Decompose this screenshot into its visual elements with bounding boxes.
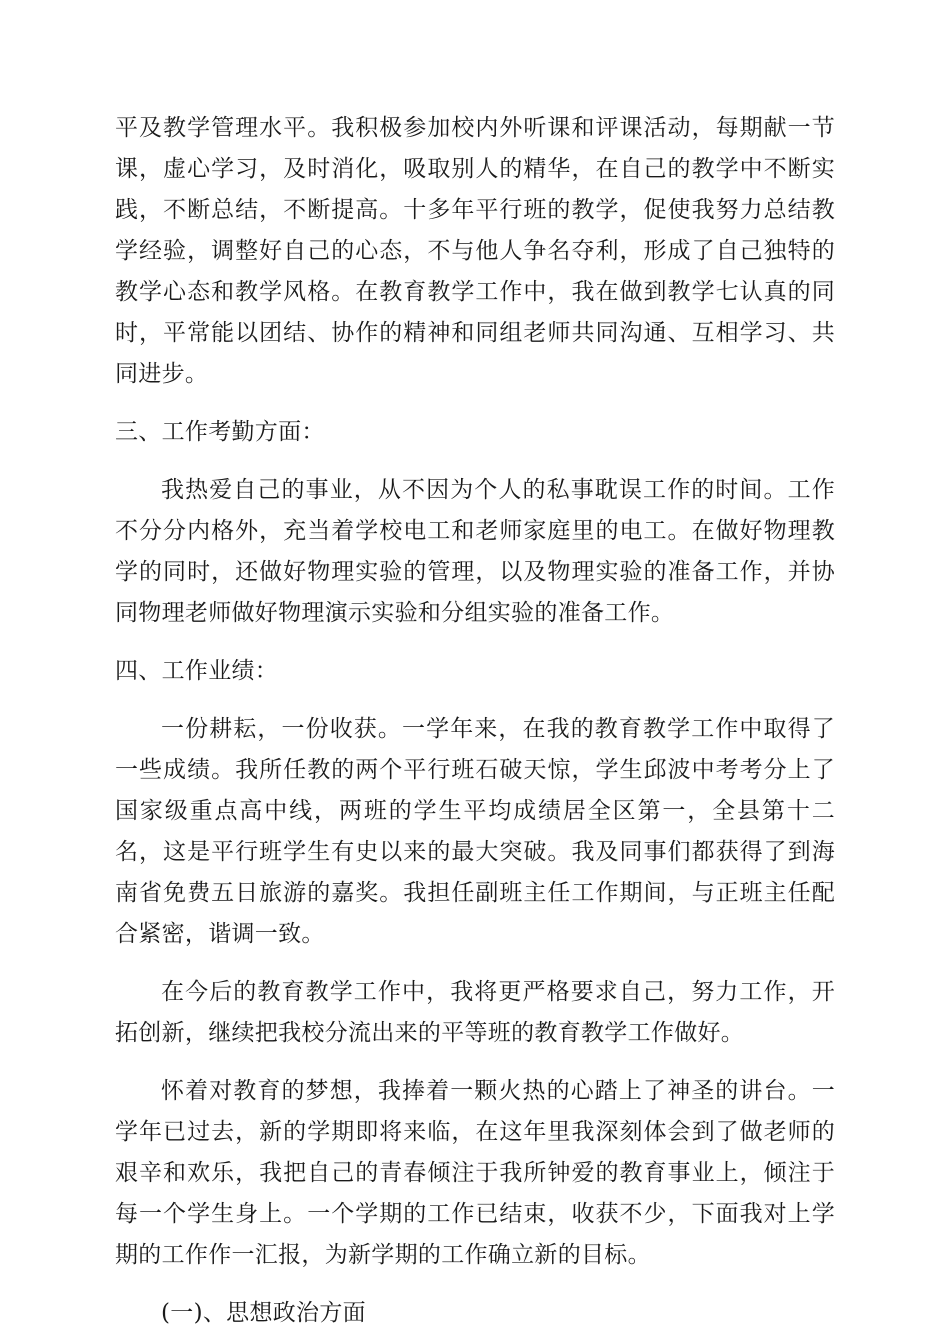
section-heading-attendance: 三、工作考勤方面： [115,419,325,445]
subsection-heading-ideology: (一)、思想政治方面 [161,1300,366,1326]
paragraph-dream: 怀着对教育的梦想，我捧着一颗火热的心踏上了神圣的讲台。一学年已过去，新的学期即将来临，在这年里我深刻体会到了做老师的艰辛和欢乐，我把自己的青春倾注于我所钟爱的教育事业上，倾注于每一个学生身上。一个学期的工作已结束，收获不少，下面我对上学期的工作作一汇报，为新学期的工作确立新的目标。 [115,1078,835,1268]
paragraph-attendance: 我热爱自己的事业，从不因为个人的私事耽误工作的时间。工作不分分内格外，充当着学校电工和老师家庭里的电工。在做好物理教学的同时，还做好物理实验的管理，以及物理实验的准备工作，并协同物理老师做好物理演示实验和分组实验的准备工作。 [115,477,835,626]
section-heading-achievements: 四、工作业绩： [115,658,279,684]
paragraph-achievements: 一份耕耘，一份收获。一学年来，在我的教育教学工作中取得了一些成绩。我所任教的两个平行班石破天惊，学生邱波中考考分上了国家级重点高中线，两班的学生平均成绩居全区第一，全县第十二名，这是平行班学生有史以来的最大突破。我及同事们都获得了到海南省免费五日旅游的嘉奖。我担任副班主任工作期间，与正班主任配合紧密，谐调一致。 [115,716,835,947]
paragraph-continuation: 平及教学管理水平。我积极参加校内外听课和评课活动，每期献一节课，虚心学习，及时消化，吸取别人的精华，在自己的教学中不断实践，不断总结，不断提高。十多年平行班的教学，促使我努力总结教学经验，调整好自己的心态，不与他人争名夺利，形成了自己独特的教学心态和教学风格。在教育教学工作中，我在做到教学七认真的同时，平常能以团结、协作的精神和同组老师共同沟通、互相学习、共同进步。 [115,115,835,387]
paragraph-future: 在今后的教育教学工作中，我将更严格要求自己，努力工作，开拓创新，继续把我校分流出来的平等班的教育教学工作做好。 [115,979,835,1046]
document-page [115,108,835,1334]
